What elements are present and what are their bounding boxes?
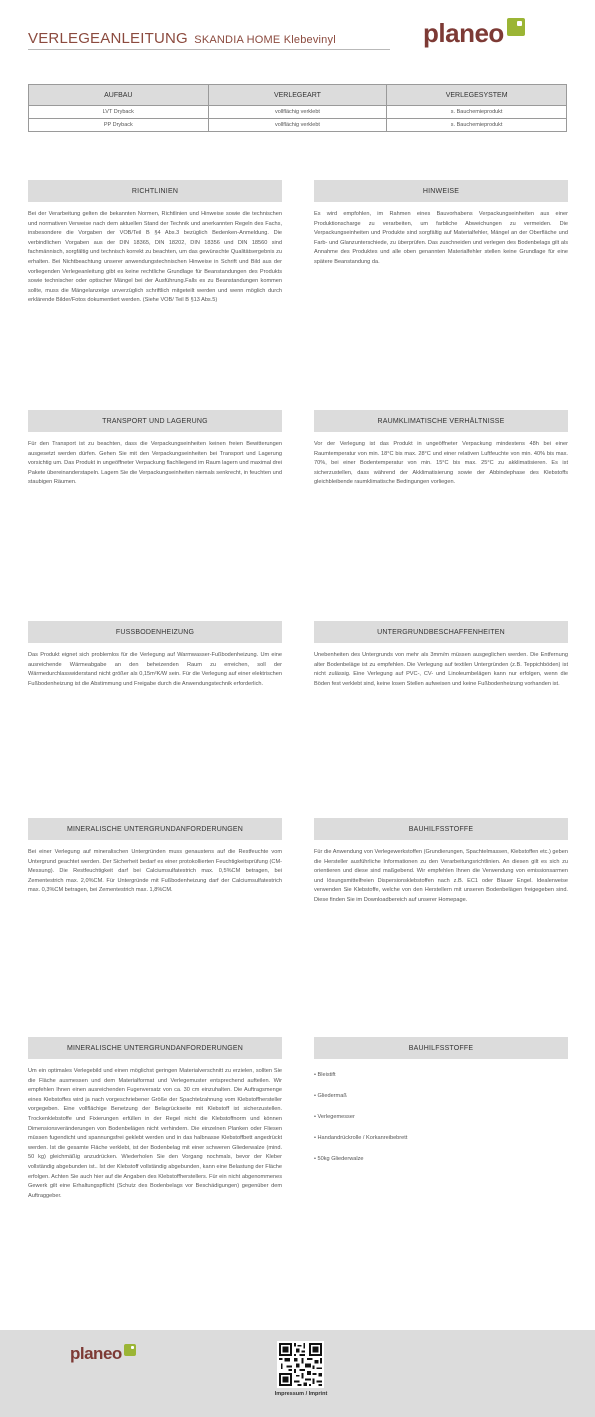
page-title bbox=[28, 30, 336, 47]
section-heading: RAUMKLIMATISCHE VERHÄLTNISSE bbox=[314, 410, 568, 432]
column-header-verlegesystem: VERLEGESYSTEM bbox=[387, 85, 567, 106]
section-heading: TRANSPORT UND LAGERUNG bbox=[28, 410, 282, 432]
table-row bbox=[29, 106, 567, 119]
qr-code-icon[interactable] bbox=[277, 1341, 324, 1388]
section-raumklima bbox=[314, 410, 568, 488]
column-header-aufbau: AUFBAU bbox=[29, 85, 209, 106]
table-row bbox=[29, 119, 567, 132]
section-richtlinien bbox=[28, 180, 282, 306]
table-cell: LVT Dryback bbox=[29, 106, 209, 119]
list-item: • Gliedermaß bbox=[314, 1093, 347, 1099]
list-item: • Verlegemesser bbox=[314, 1114, 355, 1120]
title-main: VERLEGEANLEITUNG bbox=[28, 30, 188, 47]
title-divider bbox=[28, 49, 390, 50]
section-text: Das Produkt eignet sich problemlos für die Verlegung auf Warmwasser-Fußbodenheizung. Um eine ausreichende Wärmeabgabe an den beheizenden Raum zu erreichen, soll der Wärmedurchlasswiderstand nicht größer als 0,15m²K/W sein. Für die Verlegung auf einer elektrischen Fußbodenheizung ist die Abstimmung und Freigabe durch die Anwendungstechnik erforderlich. bbox=[28, 652, 282, 687]
section-heading: BAUHILFSSTOFFE bbox=[314, 818, 568, 840]
list-item: • Bleistift bbox=[314, 1072, 336, 1078]
tool-list bbox=[314, 1071, 568, 1176]
footer-logo[interactable] bbox=[70, 1344, 136, 1364]
section-text: Um ein optimales Verlegebild und einen möglichst geringen Materialverschnitt zu erzielen, sollten Sie die Fläche ausmessen und dem Materialformat und Verlegemuster entsprechend aufteilen. Wir empfehlen Ihnen einen ausreichenden Fugenversatz von ca. 30 cm einzuhalten. Die Auftragsmenge eines Klebstoffes wird ja nach vorgeschriebener Größe der Spachtelzahnung vom Klebstoffhersteller vorgegeben. Eine vollflächige Benetzung der Belagrückseite mit Klebstoff ist sicherzustellen. Trockenklebstoffe und Fixierungen erfüllen in der Regel nicht die Klebstoffnorm und können Dimensionsveränderungen von Bodenbelägen nicht verhindern. Die einzelnen Planken oder Fliesen müssen fugendicht und spannungsfrei geklebt werden und in das halbnasse Klebstoffbett angedrückt werden. Ist die gesamte Fläche verklebt, ist der Bodenbelag mit einer schweren Gliederwalze (mind. 50 kg) gleichmäßig anzudrücken. Wiederholen Sie den Vorgang nochmals, bevor der Kleber vollständig abgebunden ist.. Ist der Klebstoff vollständig abgebunden, kann eine Belastung der Fläche erfolgen. Achten Sie auch hier auf die Angaben des Klebstoffherstellers. Für ein nicht abgenommenes Gewerk gilt eine Erhaltungspflicht (Schutz des Bodenbelags vor Beschädigungen) gegenüber dem Auftraggeber. bbox=[28, 1068, 282, 1199]
table-cell: PP Dryback bbox=[29, 119, 209, 132]
spec-table bbox=[28, 84, 567, 132]
section-heading: UNTERGRUNDBESCHAFFENHEITEN bbox=[314, 621, 568, 643]
section-text: Bei der Verarbeitung gelten die bekannten Normen, Richtlinien und Hinweise sowie die technischen und normativen Verweise nach dem aktuellen Stand der Technik und anerkannten Regeln des Fachs, insbesondere die Vorgaben der VOB/Teil B §4 Abs.3 bezüglich Bedenken-Anmeldung. Die verbindlichen Vorgaben aus der DIN 18365, DIN 18202, DIN 18356 und DIN 18560 sind fachmännisch, sorgfältig und technisch korrekt zu beachten, um das gewünschte Qualitätsergebnis zu erhalten. Bei Nichtbeachtung unserer anwendungstechnischen Hinweise in Schrift und Bild aus der vorliegenden Verlegeanleitung gibt es keine rechtliche Grundlage für Beanstandungen des Produkts sowie technischer oder optischer Mängel bei der Ausführung.Falls es zu Beanstandungen kommen sollte, muss die Mängelanzeige unverzüglich schriftlich mitgeteilt werden und wenn möglich durch erklärende Bilder/Fotos dokumentiert werden. (Siehe VOB/ Teil B §13 Abs.5) bbox=[28, 211, 282, 304]
column-header-verlegeart: VERLEGEART bbox=[208, 85, 387, 106]
section-heading: MINERALISCHE UNTERGRUNDANFORDERUNGEN bbox=[28, 1037, 282, 1059]
section-heading: RICHTLINIEN bbox=[28, 180, 282, 202]
section-heading: HINWEISE bbox=[314, 180, 568, 202]
section-text: Für die Anwendung von Verlegewerkstoffen (Grundierungen, Spachtelmassen, Klebstoffen etc.) geben die Hersteller ausführliche Informationen zu den Verarbeitungsrichtlinien. An diesen gilt es sich zu orientieren und diese sind maßgebend. Wir empfehlen Ihnen die Verwendung von emissionsarmen und lösungsmittelfreien Dispersionsklebstoffen nach z.B. EC1 oder Blauer Engel. Idealerweise verwenden Sie Klebstoffe, welche von den Herstellern mit unseren Bodenbelägen freigegeben sind. Diese finden Sie im Downloadbereich auf unserer Homepage. bbox=[314, 849, 568, 903]
table-cell: vollflächig verklebt bbox=[208, 119, 387, 132]
section-untergrund bbox=[314, 621, 568, 689]
title-subtitle: SKANDIA HOME Klebevinyl bbox=[194, 34, 336, 46]
section-mineralisch-2 bbox=[28, 1037, 282, 1201]
table-cell: vollflächig verklebt bbox=[208, 106, 387, 119]
section-transport bbox=[28, 410, 282, 488]
section-text: Bei einer Verlegung auf mineralischen Untergründen muss genaustens auf die Restfeuchte vom Untergrund geachtet werden. Der Sicherheit bedarf es einer protokollierten Feuchtigkeitsprüfung (CM-Messung). Die Restfeuchtigkeit darf bei Calciumsulfatestrich max. 0,5%CM betragen, bei Zementestrich max. 2,0%CM. Für Untergründe mit Fußbodenheizung darf der Calciumsulfatestrich max. 0,3%CM betragen, bei Zementestrich max. 1,8%CM. bbox=[28, 849, 282, 894]
logo-square-icon bbox=[124, 1344, 136, 1356]
brand-logo[interactable] bbox=[423, 18, 525, 48]
section-text: Vor der Verlegung ist das Produkt in ungeöffneter Verpackung mindestens 48h bei einer Raumtemperatur von min. 18°C bis max. 28°C und einer relativen Luftfeuchte von min. 40% bis max. 70%, bei einer Bodentemperatur von min. 15°C bis max. 25°C zu akklimatisieren. Es ist sicherzustellen, dass während der Akklimatisierung sowie der Abbindephase des Klebstoffs gleichbleibende raumklimatische Bedingungen vorliegen. bbox=[314, 441, 568, 486]
logo-wordmark: planeo bbox=[70, 1344, 122, 1363]
section-bauhilfsstoffe-2 bbox=[314, 1037, 568, 1176]
imprint-label[interactable]: Impressum / Imprint bbox=[274, 1391, 328, 1397]
section-text: Unebenheiten des Untergrunds von mehr als 3mm/m müssen ausgeglichen werden. Die Entfernung alter Bodenbeläge ist zu empfehlen. Die Verlegung auf textilen Untergründen (z.B. Teppichböden) ist nicht zulässig. Eine Verlegung auf PVC-, CV- und Linoleumbelägen kann nur erfolgen, wenn die Böden fest verklebt sind, keine losen Stellen aufweisen und keine Fußbodenheizung vorhanden ist. bbox=[314, 652, 568, 687]
list-item: • Handandrückrolle / Korkanreibebrett bbox=[314, 1135, 408, 1141]
section-mineralisch-1 bbox=[28, 818, 282, 896]
section-heading: MINERALISCHE UNTERGRUNDANFORDERUNGEN bbox=[28, 818, 282, 840]
list-item: • 50kg Gliederwalze bbox=[314, 1156, 364, 1162]
table-header-row bbox=[29, 85, 567, 106]
section-bauhilfsstoffe-1 bbox=[314, 818, 568, 906]
table-cell: s. Bauchemieprodukt bbox=[387, 106, 567, 119]
logo-square-icon bbox=[507, 18, 525, 36]
section-heading: BAUHILFSSTOFFE bbox=[314, 1037, 568, 1059]
section-fussbodenheizung bbox=[28, 621, 282, 689]
section-hinweise bbox=[314, 180, 568, 268]
section-text: Es wird empfohlen, im Rahmen eines Bauvorhabens Verpackungseinheiten aus einer Produktionscharge zu verarbeiten, um farbliche Abweichungen zu vermeiden. Die Verpackungseinheiten und Produkte sind sorgfältig auf Materialfehler, Mängel an der Oberfläche und Farb- und Glanzunterschiede, zu überprüfen. Das zuschneiden und verlegen des Bodenbelags gilt als Annahme des Produktes und alle oben genannten Materialfehler stellen keine Grundlage für eine spätere Beanstandung da. bbox=[314, 211, 568, 265]
table-cell: s. Bauchemieprodukt bbox=[387, 119, 567, 132]
logo-wordmark: planeo bbox=[423, 18, 504, 48]
section-text: Für den Transport ist zu beachten, dass die Verpackungseinheiten keinen freien Bewitterungen ausgesetzt werden dürfen. Gehen Sie mit den Verpackungseinheiten bei Transport und Lagerung vorsichtig um. Das Produkt in ungeöffneter Verpackung flachliegend im Raum lagern und maximal drei Pakete übereinanderstapeln. Lagern Sie die Verpackungseinheiten niemals senkrecht, in feuchten und staubigen Räumen. bbox=[28, 441, 282, 486]
section-heading: FUSSBODENHEIZUNG bbox=[28, 621, 282, 643]
